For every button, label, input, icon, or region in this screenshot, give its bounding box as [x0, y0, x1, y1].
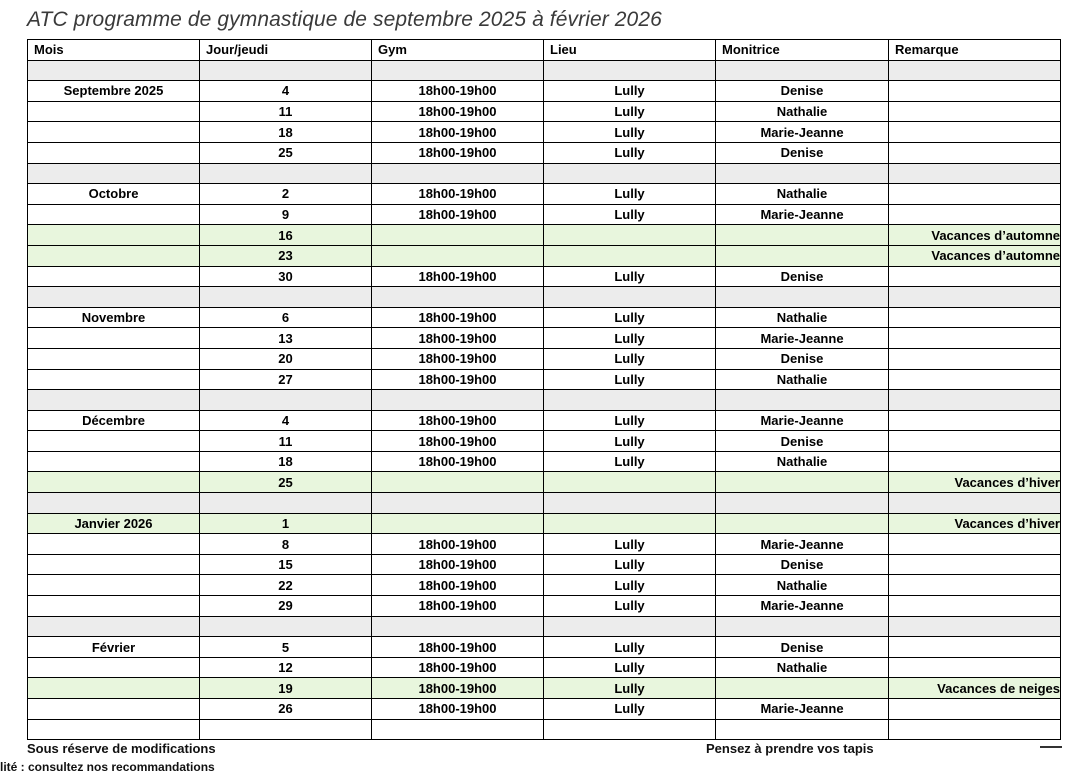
- cell-lieu: Lully: [544, 657, 716, 678]
- cell-monitrice: Marie-Jeanne: [716, 328, 889, 349]
- cell-remarque: [889, 287, 1061, 308]
- cell-gym: 18h00-19h00: [372, 142, 544, 163]
- cell-jour: 20: [200, 348, 372, 369]
- cell-jour: 13: [200, 328, 372, 349]
- cell-remarque: [889, 616, 1061, 637]
- cell-monitrice: [716, 60, 889, 81]
- table-row: [28, 204, 1061, 225]
- cell-jour: 16: [200, 225, 372, 246]
- separator-row: [28, 163, 1061, 184]
- cell-gym: 18h00-19h00: [372, 678, 544, 699]
- cell-mois: [28, 699, 200, 720]
- cell-gym: 18h00-19h00: [372, 575, 544, 596]
- cell-monitrice: Denise: [716, 431, 889, 452]
- cell-jour: [200, 287, 372, 308]
- cell-lieu: Lully: [544, 204, 716, 225]
- table-row: [28, 328, 1061, 349]
- cell-lieu: Lully: [544, 142, 716, 163]
- cell-jour: [200, 493, 372, 514]
- cell-mois: [28, 472, 200, 493]
- table-row: [28, 142, 1061, 163]
- cell-monitrice: Denise: [716, 637, 889, 658]
- cell-gym: 18h00-19h00: [372, 307, 544, 328]
- cell-monitrice: [716, 287, 889, 308]
- cell-lieu: [544, 719, 716, 740]
- table-row: [28, 554, 1061, 575]
- cell-lieu: Lully: [544, 307, 716, 328]
- footer-note-left: Sous réserve de modifications: [27, 741, 216, 756]
- cell-monitrice: Nathalie: [716, 101, 889, 122]
- cell-monitrice: [716, 513, 889, 534]
- cell-mois: [28, 204, 200, 225]
- cell-jour: 15: [200, 554, 372, 575]
- header-lieu: Lieu: [544, 40, 716, 61]
- cell-monitrice: Marie-Jeanne: [716, 596, 889, 617]
- cell-gym: 18h00-19h00: [372, 266, 544, 287]
- cell-remarque: [889, 534, 1061, 555]
- cell-remarque: [889, 81, 1061, 102]
- cell-remarque: Vacances de neiges: [889, 678, 1061, 699]
- cell-monitrice: Nathalie: [716, 369, 889, 390]
- cell-mois: [28, 328, 200, 349]
- cell-monitrice: [716, 225, 889, 246]
- cell-monitrice: Marie-Jeanne: [716, 410, 889, 431]
- cell-mois: [28, 431, 200, 452]
- cell-gym: 18h00-19h00: [372, 101, 544, 122]
- cell-mois: [28, 60, 200, 81]
- cell-lieu: [544, 225, 716, 246]
- cell-jour: 11: [200, 431, 372, 452]
- holiday-row: [28, 245, 1061, 266]
- holiday-row: [28, 513, 1061, 534]
- cell-lieu: Lully: [544, 596, 716, 617]
- cell-monitrice: [716, 472, 889, 493]
- cell-mois: [28, 369, 200, 390]
- cell-gym: 18h00-19h00: [372, 637, 544, 658]
- cell-remarque: Vacances d’hiver: [889, 472, 1061, 493]
- table-row: [28, 657, 1061, 678]
- cell-mois: [28, 657, 200, 678]
- table-row: [28, 266, 1061, 287]
- cell-lieu: Lully: [544, 678, 716, 699]
- cell-lieu: Lully: [544, 699, 716, 720]
- cell-jour: 23: [200, 245, 372, 266]
- cell-gym: 18h00-19h00: [372, 657, 544, 678]
- cell-jour: 22: [200, 575, 372, 596]
- footer-note-bottom: lité : consultez nos recommandations: [0, 760, 215, 774]
- cell-jour: 8: [200, 534, 372, 555]
- cell-remarque: [889, 142, 1061, 163]
- cell-lieu: [544, 60, 716, 81]
- holiday-row: [28, 225, 1061, 246]
- cell-lieu: Lully: [544, 410, 716, 431]
- cell-monitrice: Denise: [716, 348, 889, 369]
- cell-remarque: Vacances d’hiver: [889, 513, 1061, 534]
- page-title: ATC programme de gymnastique de septembre 2025 à février 2026: [27, 8, 662, 31]
- cell-jour: 25: [200, 472, 372, 493]
- cell-monitrice: Denise: [716, 554, 889, 575]
- cell-remarque: [889, 657, 1061, 678]
- cell-jour: 25: [200, 142, 372, 163]
- cell-mois: [28, 122, 200, 143]
- cell-gym: [372, 493, 544, 514]
- cell-mois: [28, 245, 200, 266]
- cell-gym: 18h00-19h00: [372, 204, 544, 225]
- cell-mois: [28, 493, 200, 514]
- cell-remarque: [889, 101, 1061, 122]
- header-mois: Mois: [28, 40, 200, 61]
- cell-lieu: [544, 163, 716, 184]
- table-row: [28, 101, 1061, 122]
- cell-remarque: Vacances d’automne: [889, 225, 1061, 246]
- table-row: [28, 369, 1061, 390]
- cell-mois: [28, 163, 200, 184]
- cell-monitrice: Denise: [716, 81, 889, 102]
- cell-mois: [28, 554, 200, 575]
- table-row: [28, 307, 1061, 328]
- cell-jour: 30: [200, 266, 372, 287]
- cell-gym: [372, 245, 544, 266]
- cell-remarque: [889, 451, 1061, 472]
- cell-monitrice: Nathalie: [716, 184, 889, 205]
- cell-jour: [200, 390, 372, 411]
- cell-mois: Octobre: [28, 184, 200, 205]
- cell-remarque: [889, 204, 1061, 225]
- cell-mois: [28, 616, 200, 637]
- cell-gym: [372, 390, 544, 411]
- separator-row: [28, 616, 1061, 637]
- cell-jour: 11: [200, 101, 372, 122]
- table-header-row: [28, 40, 1061, 61]
- header-gym: Gym: [372, 40, 544, 61]
- cell-lieu: [544, 493, 716, 514]
- cell-mois: [28, 101, 200, 122]
- header-remarque: Remarque: [889, 40, 1061, 61]
- cell-gym: [372, 287, 544, 308]
- table-row: [28, 122, 1061, 143]
- cell-lieu: Lully: [544, 431, 716, 452]
- cell-monitrice: Denise: [716, 266, 889, 287]
- cell-lieu: Lully: [544, 637, 716, 658]
- cell-gym: 18h00-19h00: [372, 534, 544, 555]
- cell-mois: [28, 348, 200, 369]
- cell-gym: [372, 719, 544, 740]
- cell-monitrice: Nathalie: [716, 307, 889, 328]
- cell-jour: [200, 719, 372, 740]
- cell-gym: 18h00-19h00: [372, 699, 544, 720]
- footer-note-right: Pensez à prendre vos tapis: [706, 741, 874, 756]
- cell-mois: [28, 534, 200, 555]
- table-row: [28, 575, 1061, 596]
- cell-remarque: [889, 184, 1061, 205]
- schedule-table: [27, 39, 1061, 740]
- cell-mois: [28, 142, 200, 163]
- header-jour: Jour/jeudi: [200, 40, 372, 61]
- cell-mois: [28, 390, 200, 411]
- holiday-row: [28, 678, 1061, 699]
- cell-monitrice: [716, 163, 889, 184]
- cell-gym: 18h00-19h00: [372, 328, 544, 349]
- cell-mois: [28, 225, 200, 246]
- cell-lieu: [544, 390, 716, 411]
- cell-lieu: Lully: [544, 575, 716, 596]
- cell-jour: [200, 163, 372, 184]
- cell-monitrice: [716, 390, 889, 411]
- cell-mois: [28, 719, 200, 740]
- cell-jour: 19: [200, 678, 372, 699]
- cell-monitrice: Marie-Jeanne: [716, 122, 889, 143]
- cell-lieu: Lully: [544, 554, 716, 575]
- cell-lieu: Lully: [544, 266, 716, 287]
- cell-gym: [372, 513, 544, 534]
- cell-jour: 4: [200, 410, 372, 431]
- cell-remarque: [889, 307, 1061, 328]
- cell-gym: 18h00-19h00: [372, 554, 544, 575]
- cell-jour: 5: [200, 637, 372, 658]
- cell-monitrice: Marie-Jeanne: [716, 204, 889, 225]
- cell-remarque: [889, 369, 1061, 390]
- cell-mois: Novembre: [28, 307, 200, 328]
- cell-remarque: [889, 596, 1061, 617]
- table-row: [28, 699, 1061, 720]
- cell-lieu: [544, 287, 716, 308]
- cell-remarque: [889, 719, 1061, 740]
- cell-remarque: [889, 637, 1061, 658]
- cell-remarque: [889, 554, 1061, 575]
- cell-jour: 18: [200, 451, 372, 472]
- cell-gym: [372, 616, 544, 637]
- cell-jour: 26: [200, 699, 372, 720]
- cell-remarque: [889, 493, 1061, 514]
- table-row: [28, 184, 1061, 205]
- cell-gym: 18h00-19h00: [372, 348, 544, 369]
- cell-gym: [372, 472, 544, 493]
- cell-lieu: [544, 472, 716, 493]
- cell-remarque: Vacances d’automne: [889, 245, 1061, 266]
- table-row: [28, 410, 1061, 431]
- cell-lieu: Lully: [544, 81, 716, 102]
- cell-lieu: [544, 245, 716, 266]
- table-row: [28, 596, 1061, 617]
- cell-remarque: [889, 699, 1061, 720]
- cell-gym: [372, 225, 544, 246]
- cell-lieu: Lully: [544, 184, 716, 205]
- table-row: [28, 637, 1061, 658]
- cell-gym: 18h00-19h00: [372, 184, 544, 205]
- cell-jour: [200, 616, 372, 637]
- separator-row: [28, 287, 1061, 308]
- header-monitrice: Monitrice: [716, 40, 889, 61]
- cell-jour: [200, 60, 372, 81]
- separator-row: [28, 493, 1061, 514]
- cell-remarque: [889, 390, 1061, 411]
- table-row: [28, 81, 1061, 102]
- cell-gym: 18h00-19h00: [372, 596, 544, 617]
- cell-mois: [28, 287, 200, 308]
- cell-gym: 18h00-19h00: [372, 431, 544, 452]
- cell-monitrice: [716, 616, 889, 637]
- cell-jour: 29: [200, 596, 372, 617]
- cell-jour: 27: [200, 369, 372, 390]
- cell-jour: 6: [200, 307, 372, 328]
- cell-mois: [28, 678, 200, 699]
- cell-mois: [28, 451, 200, 472]
- cell-jour: 2: [200, 184, 372, 205]
- cell-remarque: [889, 328, 1061, 349]
- cell-mois: [28, 596, 200, 617]
- cell-gym: 18h00-19h00: [372, 451, 544, 472]
- cell-monitrice: Nathalie: [716, 575, 889, 596]
- cell-remarque: [889, 348, 1061, 369]
- cell-jour: 9: [200, 204, 372, 225]
- cell-monitrice: [716, 678, 889, 699]
- cell-monitrice: Nathalie: [716, 657, 889, 678]
- cell-lieu: Lully: [544, 122, 716, 143]
- separator-row: [28, 60, 1061, 81]
- cell-monitrice: [716, 493, 889, 514]
- cell-lieu: [544, 513, 716, 534]
- cell-gym: 18h00-19h00: [372, 122, 544, 143]
- cell-monitrice: [716, 719, 889, 740]
- cell-remarque: [889, 575, 1061, 596]
- decorative-line: [1040, 746, 1062, 748]
- cell-monitrice: Nathalie: [716, 451, 889, 472]
- cell-remarque: [889, 266, 1061, 287]
- table-row: [28, 534, 1061, 555]
- cell-lieu: Lully: [544, 348, 716, 369]
- cell-jour: 18: [200, 122, 372, 143]
- table-body: [28, 60, 1061, 740]
- cell-jour: 12: [200, 657, 372, 678]
- cell-gym: [372, 163, 544, 184]
- cell-lieu: Lully: [544, 534, 716, 555]
- cell-lieu: Lully: [544, 369, 716, 390]
- cell-remarque: [889, 410, 1061, 431]
- cell-lieu: Lully: [544, 451, 716, 472]
- cell-gym: 18h00-19h00: [372, 81, 544, 102]
- cell-remarque: [889, 163, 1061, 184]
- cell-mois: Septembre 2025: [28, 81, 200, 102]
- cell-jour: 4: [200, 81, 372, 102]
- holiday-row: [28, 472, 1061, 493]
- table-row: [28, 451, 1061, 472]
- cell-gym: 18h00-19h00: [372, 410, 544, 431]
- cell-lieu: Lully: [544, 101, 716, 122]
- table-row: [28, 431, 1061, 452]
- cell-monitrice: [716, 245, 889, 266]
- cell-remarque: [889, 122, 1061, 143]
- cell-remarque: [889, 60, 1061, 81]
- cell-jour: 1: [200, 513, 372, 534]
- cell-mois: [28, 575, 200, 596]
- cell-mois: Janvier 2026: [28, 513, 200, 534]
- cell-gym: [372, 60, 544, 81]
- cell-lieu: Lully: [544, 328, 716, 349]
- table-row: [28, 719, 1061, 740]
- cell-monitrice: Marie-Jeanne: [716, 699, 889, 720]
- cell-monitrice: Denise: [716, 142, 889, 163]
- cell-mois: [28, 266, 200, 287]
- cell-mois: Décembre: [28, 410, 200, 431]
- cell-gym: 18h00-19h00: [372, 369, 544, 390]
- cell-monitrice: Marie-Jeanne: [716, 534, 889, 555]
- cell-lieu: [544, 616, 716, 637]
- cell-mois: Février: [28, 637, 200, 658]
- separator-row: [28, 390, 1061, 411]
- table-row: [28, 348, 1061, 369]
- cell-remarque: [889, 431, 1061, 452]
